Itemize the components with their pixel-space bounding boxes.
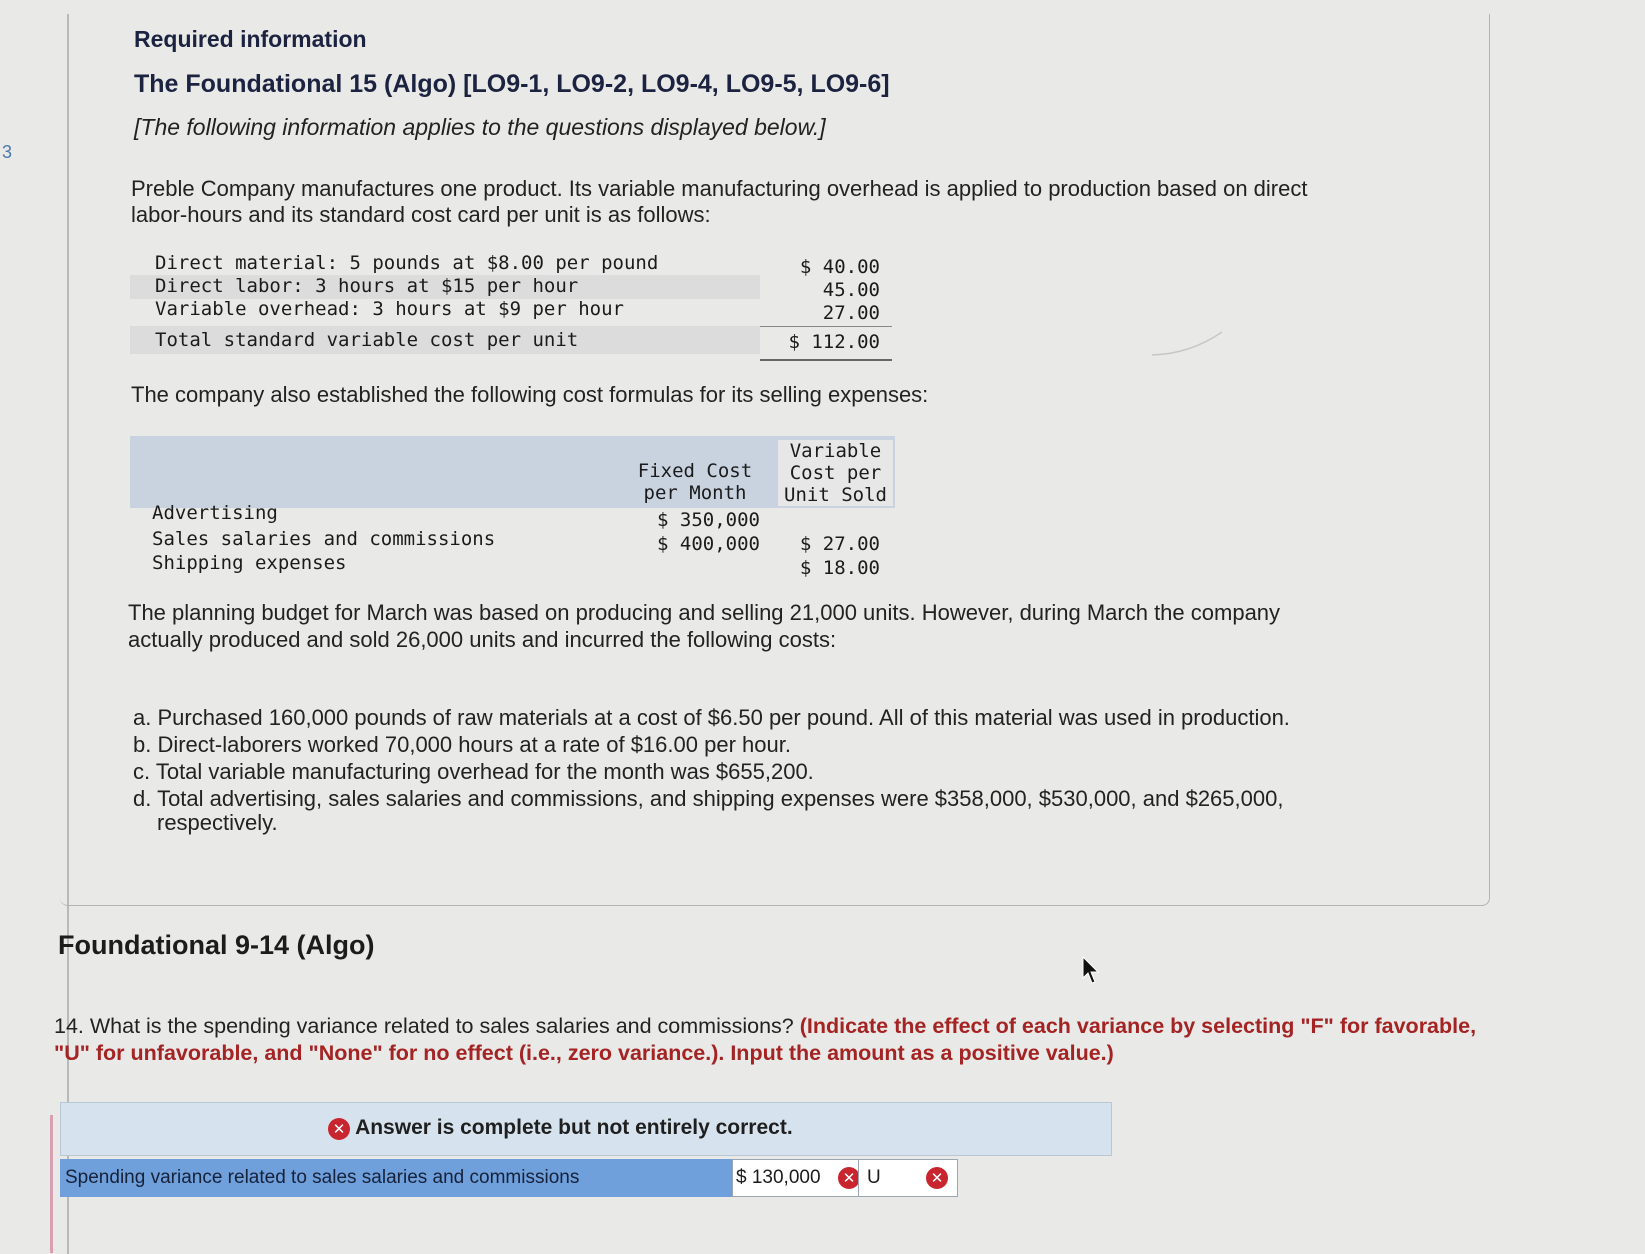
cost-label: Direct material: 5 pounds at $8.00 per pound — [155, 252, 659, 274]
x-circle-icon: ✕ — [838, 1167, 860, 1189]
fact-b: b. Direct-laborers worked 70,000 hours at a rate of $16.00 per hour. — [133, 732, 791, 757]
cost-amount-total: $ 112.00 — [788, 331, 880, 353]
answer-row — [60, 1159, 960, 1197]
selling-row-label: Advertising — [152, 502, 278, 524]
intro-line-2: labor-hours and its standard cost card per unit is as follows: — [131, 202, 711, 227]
problem-title: The Foundational 15 (Algo) [LO9-1, LO9-2, LO9-4, LO9-5, LO9-6] — [134, 70, 890, 98]
planning-line-1: The planning budget for March was based on producing and selling 21,000 units. However, during March the company — [128, 600, 1281, 625]
pen-mark-decoration — [1150, 328, 1230, 358]
fact-d-continued: respectively. — [157, 810, 278, 835]
fact-c: c. Total variable manufacturing overhead for the month was $655,200. — [133, 759, 814, 784]
cost-row — [130, 252, 760, 276]
cost-label: Total standard variable cost per unit — [155, 329, 579, 351]
cost-label: Variable overhead: 3 hours at $9 per hour — [155, 298, 624, 320]
cost-amount: 27.00 — [822, 302, 880, 324]
intro-line-1: Preble Company manufactures one product. Its variable manufacturing overhead is applied to production based on direct — [131, 176, 1308, 201]
cost-label: Direct labor: 3 hours at $15 per hour — [155, 275, 579, 297]
answer-margin-rule — [50, 1115, 53, 1253]
variable-cost-header: Variable Cost per Unit Sold — [778, 440, 893, 506]
fact-a: a. Purchased 160,000 pounds of raw materials at a cost of $6.50 per pound. All of this material was used in production. — [133, 705, 1290, 730]
variance-effect-select[interactable] — [858, 1159, 958, 1197]
fact-d: d. Total advertising, sales salaries and commissions, and shipping expenses were $358,000, $530,000, and $265,000, — [133, 786, 1284, 811]
question-instruction: (Indicate the effect of each variance by selecting "F" for favorable, "U" for unfavorable, and "None" for no effect (i.e., zero variance.). Input the amount as a positive value.) — [54, 1014, 1477, 1065]
feedback-text: Answer is complete but not entirely correct. — [355, 1116, 793, 1139]
x-circle-icon: ✕ — [328, 1118, 350, 1140]
cost-row — [130, 275, 760, 299]
cost-row-total — [130, 326, 760, 354]
cost-amount: $ 40.00 — [799, 256, 880, 278]
question-number-tab[interactable]: 3 — [2, 142, 13, 162]
fixed-cost-header: Fixed Cost per Month — [637, 460, 753, 504]
variable-cost-value: $ 27.00 — [799, 533, 880, 555]
selling-row-label: Sales salaries and commissions — [152, 528, 496, 550]
required-info-heading: Required information — [134, 26, 367, 52]
amount-value: $ 130,000 — [736, 1167, 821, 1188]
selling-intro: The company also established the following cost formulas for its selling expenses: — [131, 382, 929, 407]
section-title: Foundational 9-14 (Algo) — [58, 930, 375, 960]
x-circle-icon: ✕ — [926, 1167, 948, 1189]
selling-row-label: Shipping expenses — [152, 552, 347, 574]
cost-amount: 45.00 — [822, 279, 880, 301]
effect-value: U — [867, 1167, 881, 1188]
feedback-message — [328, 1116, 793, 1140]
total-double-rule — [760, 359, 892, 361]
answer-row-label: Spending variance related to sales salaries and commissions — [60, 1159, 732, 1197]
fixed-cost-value: $ 400,000 — [657, 533, 760, 555]
mouse-pointer-icon — [1082, 956, 1102, 986]
cost-row — [130, 298, 760, 322]
applies-note: [The following information applies to the questions displayed below.] — [134, 114, 826, 140]
subtotal-rule — [760, 326, 892, 327]
fixed-cost-value: $ 350,000 — [657, 509, 760, 531]
planning-line-2: actually produced and sold 26,000 units and incurred the following costs: — [128, 627, 837, 652]
question-prompt — [54, 1013, 1494, 1067]
question-text: 14. What is the spending variance related to sales salaries and commissions? — [54, 1014, 800, 1038]
variable-cost-value: $ 18.00 — [799, 557, 880, 579]
